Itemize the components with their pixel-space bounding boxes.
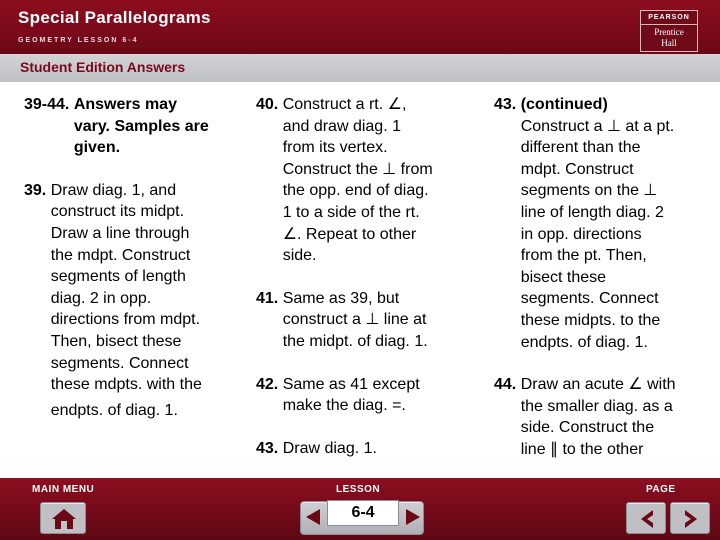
spacer [256, 417, 468, 438]
answer-number: 39-44. [24, 96, 74, 113]
page-next-button[interactable] [670, 502, 710, 534]
answers-column-2 [256, 94, 468, 459]
text-line: Construct a rt. ∠, [282, 96, 407, 113]
text-line: Construct a ⊥ at a pt. [520, 117, 675, 135]
text-line: the mdpt. Construct [50, 246, 191, 264]
text-line: ∠. Repeat to other [282, 225, 417, 243]
text-line: endpts. of diag. 1. [50, 401, 178, 419]
text-line: segments of length [50, 268, 186, 286]
answer-text [283, 94, 468, 267]
answer-text [283, 374, 468, 417]
text-line: these mdpts. with the [50, 376, 202, 394]
logo-bottom-text [641, 27, 697, 49]
text-line: mdpt. Construct [520, 160, 634, 178]
text-line: vary. Samples are [73, 117, 209, 135]
lesson-label: LESSON [336, 484, 381, 495]
triangle-right-icon[interactable] [404, 508, 422, 526]
text-line: the smaller diag. as a [520, 397, 673, 415]
text-line: Same as 41 except [282, 375, 420, 393]
answer-text [74, 94, 240, 159]
text-line: make the diag. =. [282, 397, 406, 415]
answer-42 [256, 374, 468, 417]
footer-nav [0, 478, 720, 540]
answer-43-continued [494, 94, 706, 353]
logo-line-2: Hall [661, 38, 677, 48]
answers-column-3 [494, 94, 706, 461]
answer-number: 42. [256, 375, 283, 393]
lesson-number: 6-4 [327, 500, 399, 526]
text-line: Answers may [73, 96, 177, 113]
answer-number: 41. [256, 289, 283, 307]
text-line: the midpt. of diag. 1. [282, 332, 428, 350]
text-line: side. [282, 247, 317, 265]
text-line: the opp. end of diag. [282, 182, 429, 200]
text-line: 1 to a side of the rt. [282, 203, 420, 221]
text-line: Construct the ⊥ from [282, 160, 433, 178]
answer-39 [24, 180, 240, 422]
text-line: side. Construct the [520, 419, 655, 437]
spacer [256, 353, 468, 374]
answers-column-1 [24, 94, 240, 421]
answer-text [51, 180, 240, 422]
text-line: Draw a line through [50, 224, 190, 242]
answer-41 [256, 288, 468, 353]
answer-number: 43. [256, 439, 283, 457]
triangle-left-icon[interactable] [304, 508, 322, 526]
text-line: (continued) [520, 96, 608, 113]
answer-number: 44. [494, 376, 521, 394]
chevron-left-icon [638, 509, 656, 529]
text-line: segments. Connect [50, 354, 189, 372]
text-line: construct a ⊥ line at [282, 311, 427, 329]
text-line: endpts. of diag. 1. [520, 333, 648, 351]
text-line: from its vertex. [282, 139, 388, 157]
text-line: construct its midpt. [50, 203, 185, 221]
text-line: segments on the ⊥ [520, 182, 658, 200]
spacer [256, 267, 468, 288]
answer-text [283, 288, 468, 353]
publisher-logo [640, 10, 698, 52]
answer-text [521, 374, 706, 460]
answer-text [521, 94, 706, 353]
chevron-right-icon [682, 509, 700, 529]
answer-44 [494, 374, 706, 460]
section-label: Student Edition Answers [20, 59, 186, 75]
text-line: Draw an acute ∠ with [520, 376, 676, 394]
header-bar [0, 0, 720, 54]
answers-content [0, 82, 720, 478]
answer-number: 39. [24, 181, 51, 199]
page-title: Special Parallelograms [18, 8, 211, 27]
text-line: Draw diag. 1, and [50, 181, 177, 199]
logo-top-text: PEARSON [641, 11, 697, 25]
text-line: in opp. directions [520, 225, 642, 243]
text-line: Draw diag. 1. [282, 439, 377, 457]
text-line: bisect these [520, 268, 607, 286]
answer-39-44 [24, 94, 240, 159]
text-line: Same as 39, but [282, 289, 400, 307]
page-label: PAGE [646, 484, 676, 495]
text-line: directions from mdpt. [50, 311, 201, 329]
text-line: segments. Connect [520, 290, 659, 308]
text-line: line ∥ to the other [520, 440, 644, 458]
text-line: Then, bisect these [50, 332, 182, 350]
text-line: these midpts. to the [520, 311, 661, 329]
answer-43 [256, 438, 468, 460]
text-line: different than the [520, 139, 641, 157]
section-bar [0, 54, 720, 82]
spacer [24, 159, 240, 180]
text-line: line of length diag. 2 [520, 203, 664, 221]
home-icon [51, 508, 77, 530]
answer-number: 43. [494, 96, 521, 113]
lesson-subtitle: GEOMETRY LESSON 6-4 [18, 37, 139, 44]
spacer [494, 353, 706, 374]
text-line: diag. 2 in opp. [50, 289, 152, 307]
main-menu-label: MAIN MENU [32, 484, 95, 495]
text-line: from the pt. Then, [520, 247, 647, 265]
text-line: given. [73, 139, 121, 157]
answer-text [283, 438, 468, 460]
main-menu-button[interactable] [40, 502, 86, 534]
page-prev-button[interactable] [626, 502, 666, 534]
logo-line-1: Prentice [654, 27, 684, 37]
text-line: and draw diag. 1 [282, 117, 401, 135]
answer-number: 40. [256, 96, 283, 113]
answer-40 [256, 94, 468, 267]
